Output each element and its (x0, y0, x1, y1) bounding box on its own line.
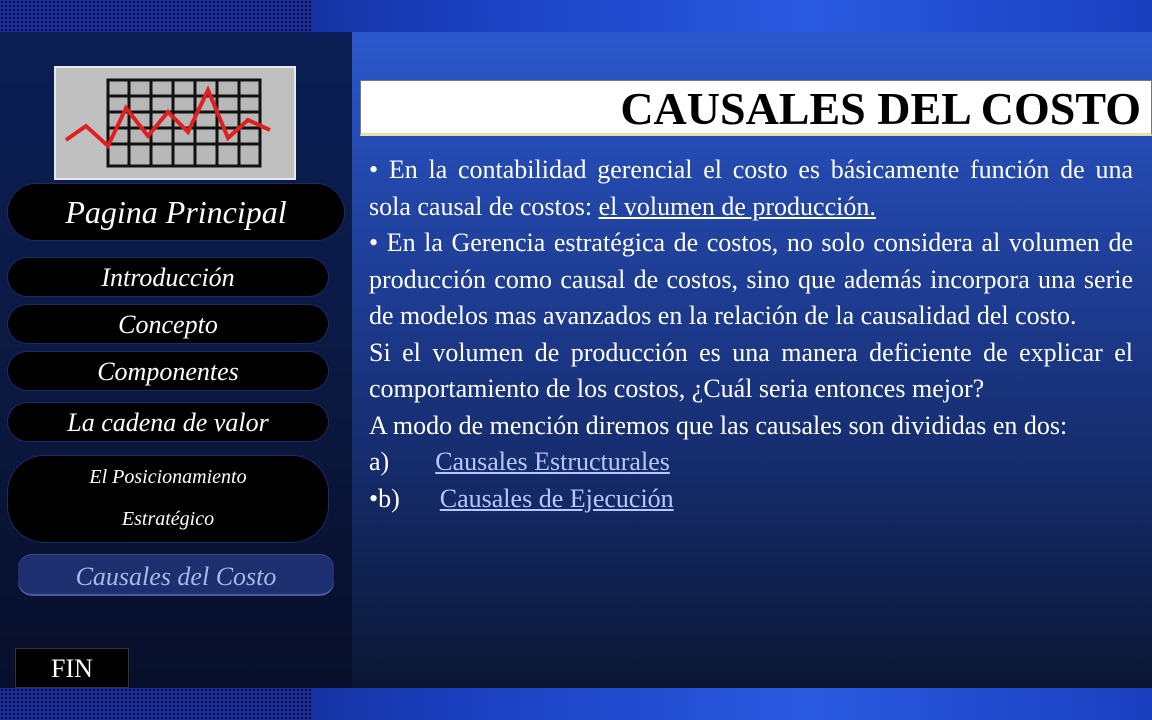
link-causales-estructurales[interactable]: Causales Estructurales (435, 447, 670, 476)
top-band (0, 0, 1152, 32)
nav-cadena-de-valor[interactable] (8, 403, 328, 441)
nav-introduccion-label: Introducción (101, 263, 235, 292)
nav-causales-del-costo[interactable] (18, 554, 334, 594)
list-item-b (369, 481, 1133, 518)
paragraph-1-text: • En la contabilidad gerencial el costo es básicamente función de una sola causal de costos: (369, 155, 1133, 221)
nav-pagina-principal-label: Pagina Principal (65, 194, 287, 230)
nav-introduccion[interactable] (8, 258, 328, 296)
line-chart-grid-icon (54, 66, 296, 180)
paragraph-1 (369, 152, 1133, 225)
list-item-a (369, 444, 1133, 481)
top-band-pattern (0, 0, 312, 32)
nav-pagina-principal[interactable] (8, 184, 344, 240)
link-causales-de-ejecucion[interactable]: Causales de Ejecución (439, 483, 674, 513)
paragraph-2: • En la Gerencia estratégica de costos, no solo considera al volumen de producción como causal de costos, sino que además incorpora una serie de modelos mas avanzados en la relación de la causalidad del costo. (369, 228, 1133, 330)
fin-button-label: FIN (51, 654, 93, 683)
paragraph-4: A modo de mención diremos que las causales son divididas en dos: (369, 410, 1068, 440)
nav-posicionamiento-estrategico[interactable] (8, 456, 328, 542)
paragraph-1-underlined: el volumen de producción. (598, 191, 876, 221)
nav-causales-del-costo-label: Causales del Costo (75, 562, 277, 591)
list-item-a-marker: a) (369, 447, 390, 476)
list-item-b-marker: •b) (369, 483, 400, 513)
nav-concepto[interactable] (8, 305, 328, 343)
bottom-band (0, 688, 1152, 720)
fin-button[interactable] (16, 649, 128, 687)
content (369, 152, 1133, 517)
title-box (360, 80, 1152, 136)
bottom-band-pattern (0, 688, 312, 720)
nav-cadena-de-valor-label: La cadena de valor (67, 408, 269, 437)
page-title: CAUSALES DEL COSTO (620, 83, 1141, 134)
nav-concepto-label: Concepto (118, 310, 218, 339)
nav-posicionamiento-line1: El Posicionamiento (89, 466, 247, 488)
nav-componentes[interactable] (8, 352, 328, 390)
nav-posicionamiento-line2: Estratégico (121, 508, 215, 530)
nav-componentes-label: Componentes (97, 357, 239, 386)
paragraph-3: Si el volumen de producción es una manera deficiente de explicar el comportamiento de los costos, ¿Cuál seria entonces mejor? (369, 337, 1133, 403)
sidebar (0, 32, 352, 688)
